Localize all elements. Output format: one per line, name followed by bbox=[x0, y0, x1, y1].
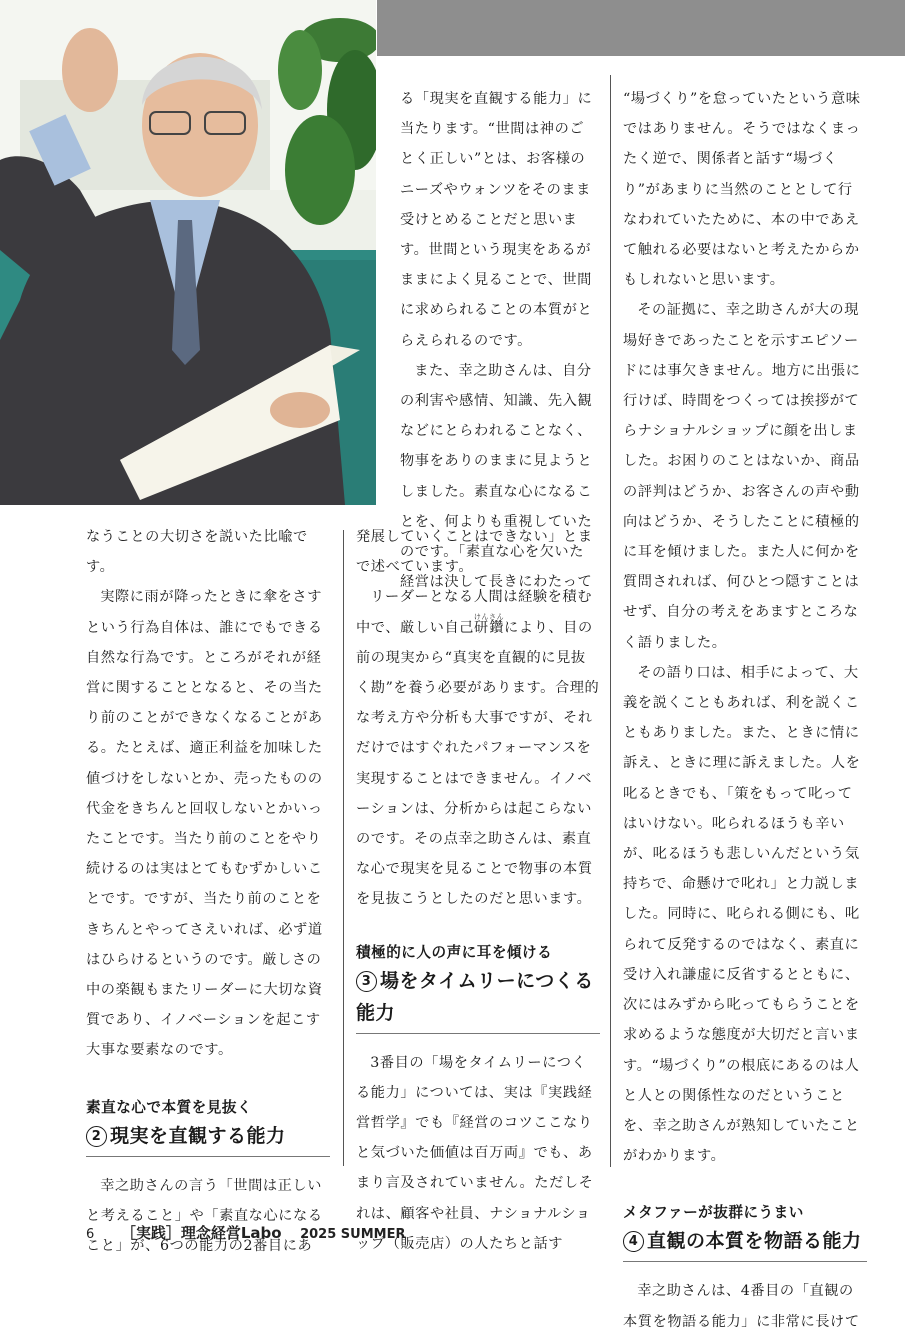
section-heading bbox=[86, 1120, 330, 1157]
section-title: 直観の本質を物語る能力 bbox=[647, 1230, 862, 1253]
section-heading bbox=[623, 1225, 867, 1262]
ruby-word bbox=[473, 612, 505, 636]
header-bar bbox=[377, 0, 905, 56]
text-column-left bbox=[86, 522, 330, 1261]
paragraph: また、幸之助さんは、自分の利害や感情、知識、先入観などにとらわれることなく、物事をありのままに見ようとしました。素直な心になることを、何よりも重視していたのです。「素直な心を欠いた経営は決して長きにわたって bbox=[400, 362, 593, 591]
section-heading bbox=[356, 965, 600, 1034]
section-number: 3 bbox=[356, 971, 377, 992]
paragraph: 幸之助さんは、4番目の「直観の本質を物語る能力」に非常に長けて bbox=[623, 1283, 860, 1330]
section-title: 場をタイムリーにつくる能力 bbox=[356, 969, 594, 1024]
paragraph: 発展していくことはできない」とまで述べています。 bbox=[356, 529, 593, 576]
paragraph: る「現実を直観する能力」に当たります。“世間は神のごとく正しい”とは、お客様のニーズやウォンツをそのまま受けとめることだと思います。世間という現実をあるがままによく見ることで、世間に求められることの本質がとらえられるのです。 bbox=[400, 91, 593, 349]
paragraph: なうことの大切さを説いた比喩です。 bbox=[86, 529, 308, 576]
text-run: リーダーとなる人間は経験を積む中で、厳しい自己 bbox=[356, 589, 593, 636]
section-subheading: 積極的に人の声に耳を傾ける bbox=[356, 943, 553, 961]
section-title: 現実を直観する能力 bbox=[110, 1124, 286, 1147]
portrait-illustration bbox=[0, 0, 376, 505]
paragraph: 実際に雨が降ったときに傘をさすという行為自体は、誰にでもできる自然な行為です。ところがそれが経営に関することとなると、その当たり前のことができなくなることがある。たとえば、適正利益を加味した値づけをしないとか、売ったものの代金をきちんと回収しないとかいったことです。当たり前のことをやり続けるのは実はとてもむずかしいことです。ですが、当たり前のことをきちんとやってさえいれば、必ず道はひらけるというのです。厳しさの中の楽観もまたリーダーに大切な資質であり、イノベーションを起こす大事な要素なのです。 bbox=[86, 589, 323, 1059]
paragraph: 3番目の「場をタイムリーにつくる能力」については、実は『実践経営哲学』でも『経営のコツここなりと気づいた価値は百万両』でも、あまり言及されていません。ただしそれは、顧客や社員、ナショナルショップ（販売店）の人たちと話す bbox=[356, 1054, 594, 1252]
section-number: 4 bbox=[623, 1231, 644, 1252]
ruby-reading: けんさん bbox=[473, 612, 505, 621]
magazine-title: ［実践］理念経営Labo bbox=[120, 1224, 282, 1242]
paragraph: その証拠に、幸之助さんが大の現場好きであったことを示すエピソードには事欠きません。地方に出張に行けば、時間をつくっては挨拶がてらナショナルショップに顔を出しました。お困りのことはないか、商品の評判はどうか、お客さんの声や動向はどうか、そうしたことに積極的に耳を傾けました。また人に何かを質問されれば、何ひとつ隠すことはせず、自分の考えをあますところなく語りました。 bbox=[623, 302, 861, 651]
portrait-photo bbox=[0, 0, 376, 505]
text-column-right bbox=[623, 84, 867, 1337]
section-number: 2 bbox=[86, 1126, 107, 1147]
section-subheading: メタファーが抜群にうまい bbox=[623, 1204, 804, 1222]
text-column-mid bbox=[356, 522, 600, 1259]
text-run: により、目の前の現実から“真実を直観的に見抜く勘”を養う必要があります。合理的な考え方や分析も大事ですが、それだけではすぐれたパフォーマンスを実現することはできません。イノベーションは、分析からは起こらないのです。その点幸之助さんは、素直な心で現実を見ることで物事の本質を見抜こうとしたのだと思います。 bbox=[356, 619, 600, 908]
column-rule-2 bbox=[610, 75, 611, 1167]
issue-label: 2025 SUMMER bbox=[300, 1227, 406, 1242]
paragraph: “場づくり”を怠っていたという意味ではありません。そうではなくまったく逆で、関係者と話す“場づくり”があまりに当然のこととして行なわれていたために、本の中であえて触れる必要はないと考えたからかもしれないと思います。 bbox=[623, 91, 861, 289]
column-rule-1 bbox=[343, 530, 344, 1166]
text-column-mid-top bbox=[400, 84, 598, 597]
paragraph bbox=[356, 582, 600, 914]
paragraph: その語り口は、相手によって、大義を説くこともあれば、利を説くこともありました。また、ときに情に訴え、ときに理に訴えました。人を叱るときでも、「策をもって叱ってはいけない。叱られるほうも辛いが、叱るほうも悲しいんだという気持ちで、命懸けで叱れ」と力説しました。同時に、叱られる側にも、叱られて反発するのではなく、素直に受け入れ謙虚に反省するとともに、次にはみずから叱ってもらうことを求めるような態度が大切だと言います。“場づくり”の根底にあるのは人と人との関係性なのだということを、幸之助さんが熟知していたことがわかります。 bbox=[623, 664, 861, 1165]
paragraph: 幸之助さんの言う「世間は正しいと考えること」や「素直な心になること」が、6つの能力の2番目にあ bbox=[86, 1177, 323, 1255]
page-number: 6 bbox=[86, 1227, 95, 1242]
ruby-base: 研鑽 bbox=[473, 619, 505, 636]
section-subheading: 素直な心で本質を見抜く bbox=[86, 1098, 253, 1116]
page-footer bbox=[86, 1222, 419, 1243]
